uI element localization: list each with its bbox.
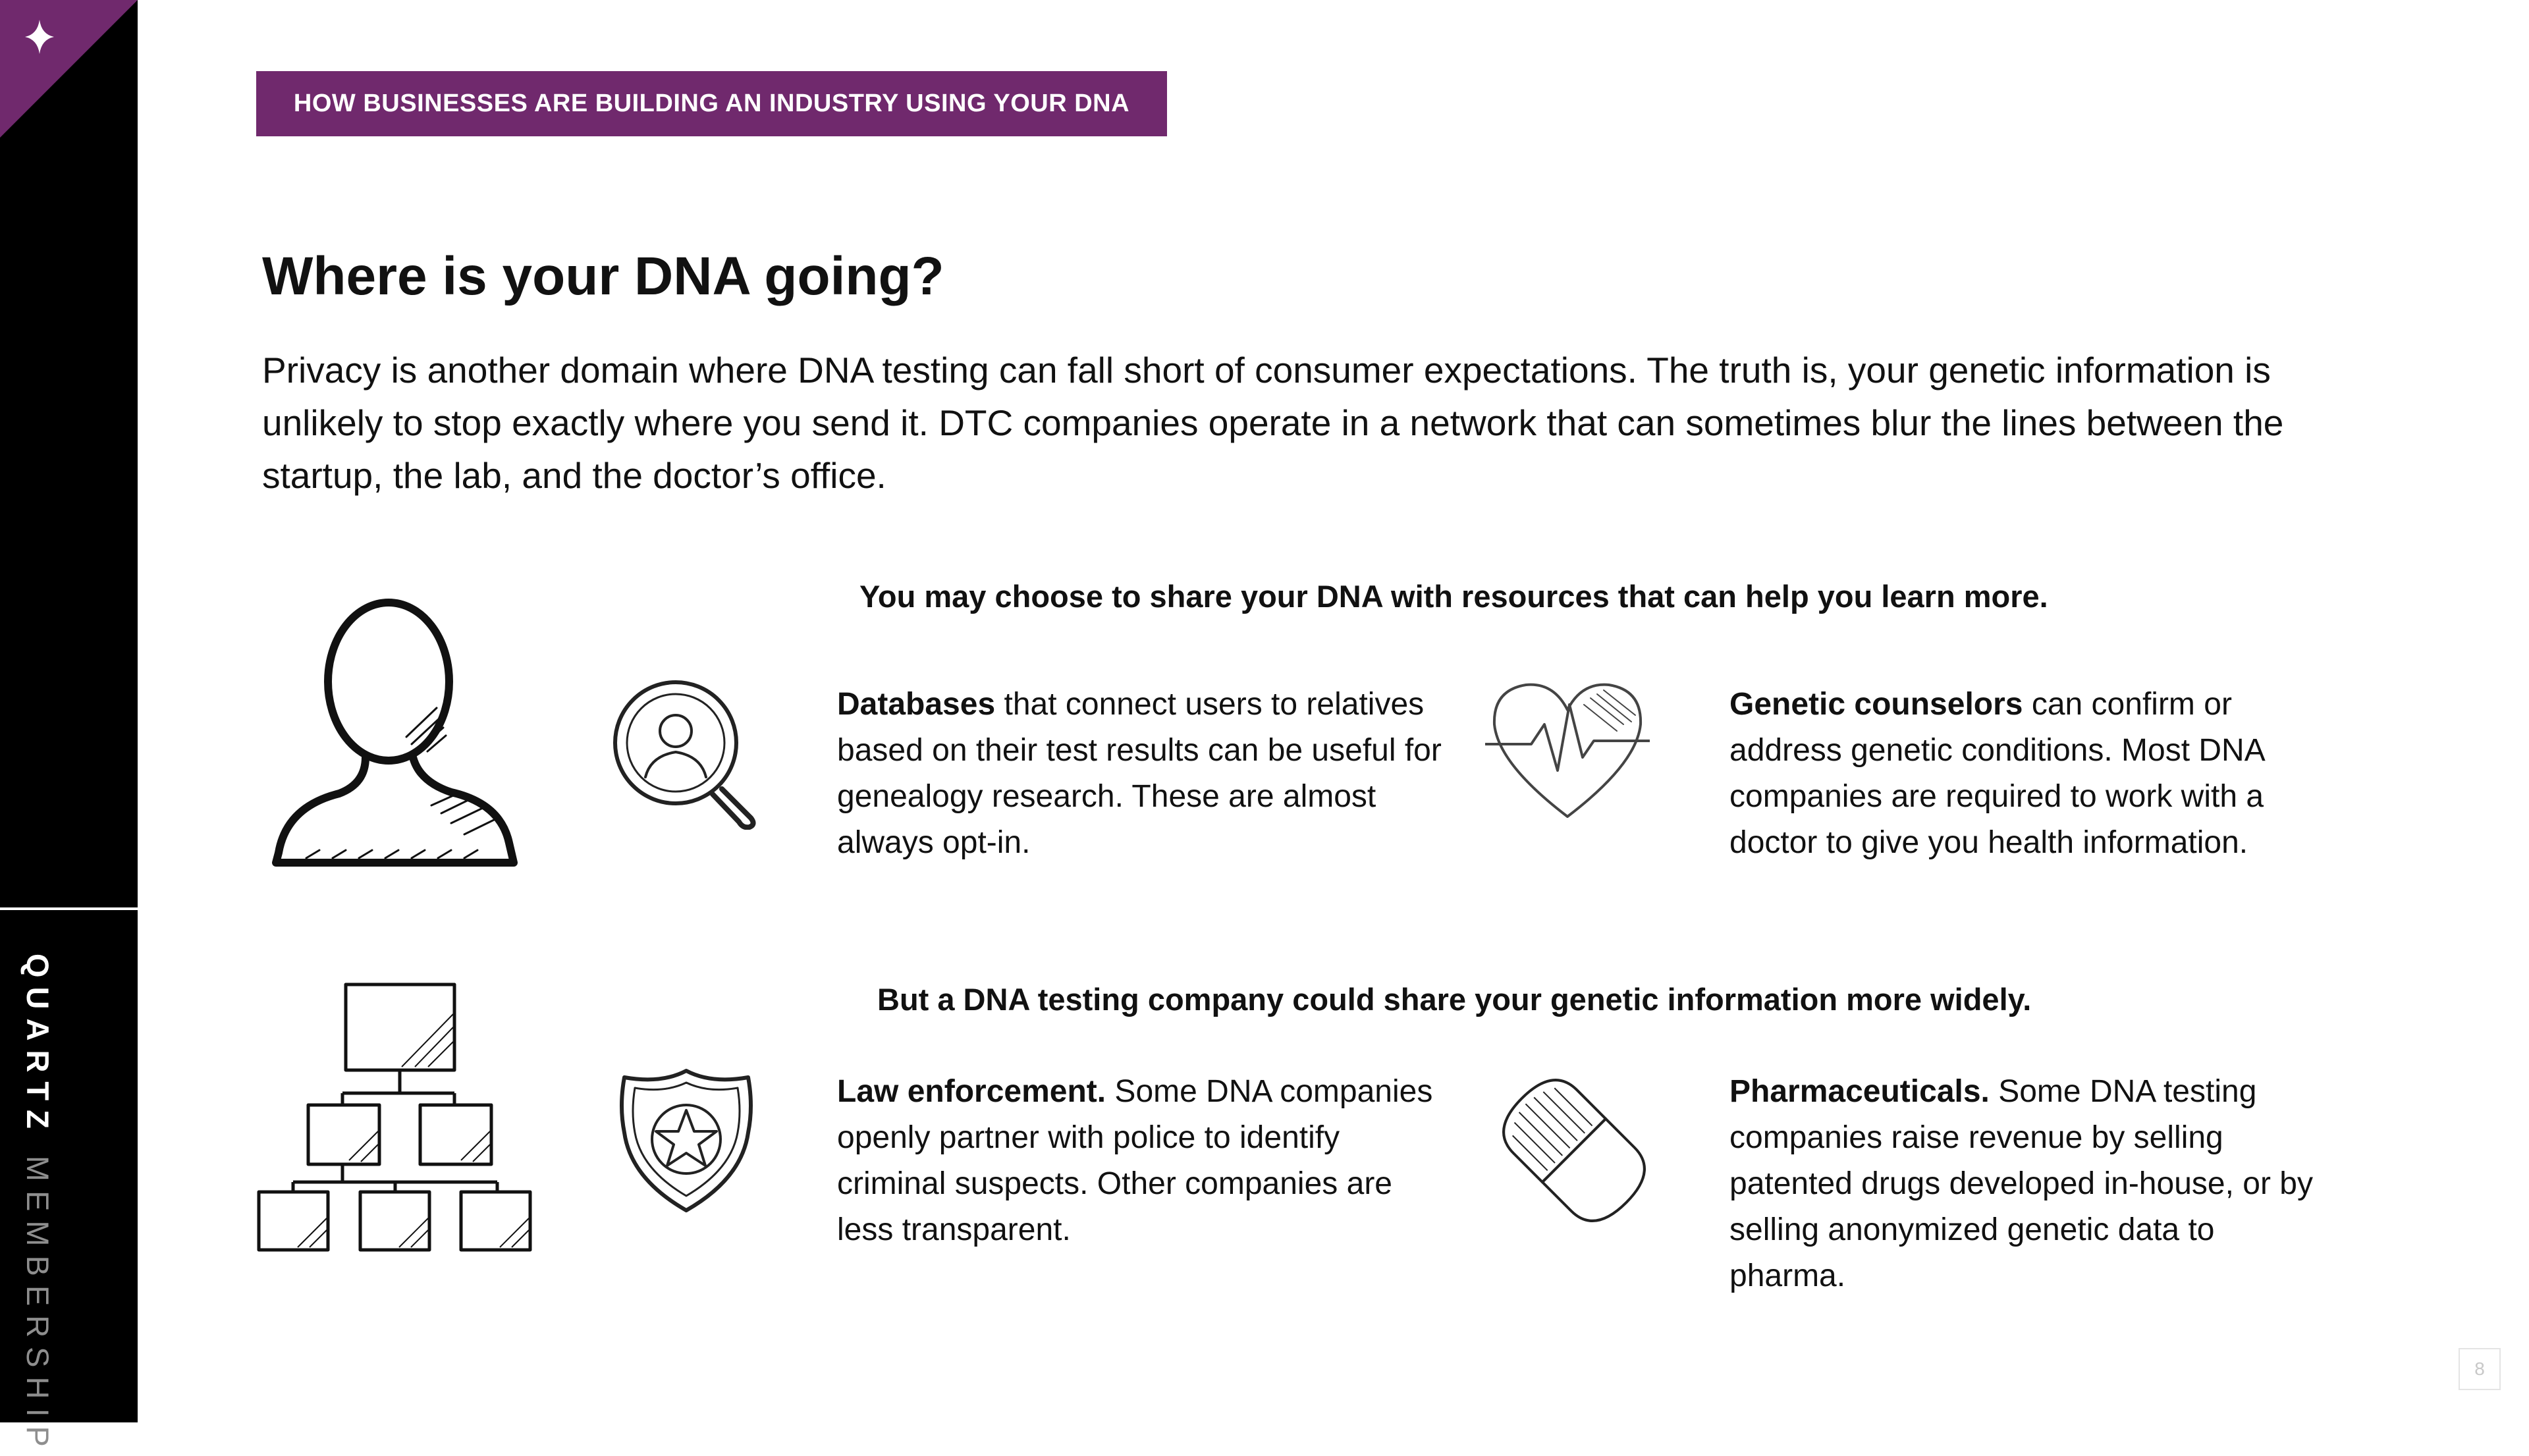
info-law-enforcement-text: Some DNA companies openly partner with police to identify criminal suspects. Other companies are less transparent. <box>837 1074 1433 1247</box>
brand-secondary: MEMBERSHIP <box>20 1155 55 1456</box>
police-badge-icon <box>612 1067 761 1215</box>
info-pharmaceuticals-term: Pharmaceuticals. <box>1729 1074 1990 1109</box>
org-chart-icon <box>257 981 537 1258</box>
info-databases-text: that connect users to relatives based on their test results can be useful for genealogy research. These are almost always opt-in. <box>837 687 1442 860</box>
page-title: Where is your DNA going? <box>262 246 944 306</box>
info-databases-term: Databases <box>837 687 996 722</box>
heart-pulse-icon <box>1485 678 1650 823</box>
info-pharmaceuticals-text: Some DNA testing companies raise revenue by selling patented drugs developed in-house, or by selling anonymized genetic data to pharma. <box>1729 1074 2313 1293</box>
info-databases <box>837 682 1443 866</box>
corner-accent <box>0 0 138 138</box>
section-banner: HOW BUSINESSES ARE BUILDING AN INDUSTRY USING YOUR DNA <box>256 71 1167 136</box>
sidebar-divider <box>0 907 138 910</box>
info-law-enforcement-term: Law enforcement. <box>837 1074 1106 1109</box>
magnifier-person-icon <box>611 678 763 830</box>
info-genetic-counselors <box>1729 682 2335 866</box>
info-law-enforcement <box>837 1069 1443 1253</box>
person-icon <box>267 596 524 876</box>
info-genetic-counselors-text: can confirm or address genetic conditions. Most DNA companies are required to work with a doctor to give you health information. <box>1729 687 2264 860</box>
info-genetic-counselors-term: Genetic counselors <box>1729 687 2023 722</box>
section-heading-wider: But a DNA testing company could share your genetic information more widely. <box>877 982 2032 1017</box>
info-pharmaceuticals <box>1729 1069 2335 1299</box>
sidebar <box>0 0 138 1456</box>
pill-capsule-icon <box>1495 1070 1653 1231</box>
page-number: 8 <box>2459 1348 2501 1390</box>
section-heading-share: You may choose to share your DNA with resources that can help you learn more. <box>859 579 2048 614</box>
intro-paragraph: Privacy is another domain where DNA testing can fall short of consumer expectations. The truth is, your genetic information is unlikely to stop exactly where you send it. DTC companies operate in a network that can sometimes blur the lines between the startup, the lab, and the doctor’s office. <box>262 350 2284 496</box>
brand-primary: QUARTZ <box>20 954 55 1138</box>
brand-logo <box>22 954 53 1456</box>
